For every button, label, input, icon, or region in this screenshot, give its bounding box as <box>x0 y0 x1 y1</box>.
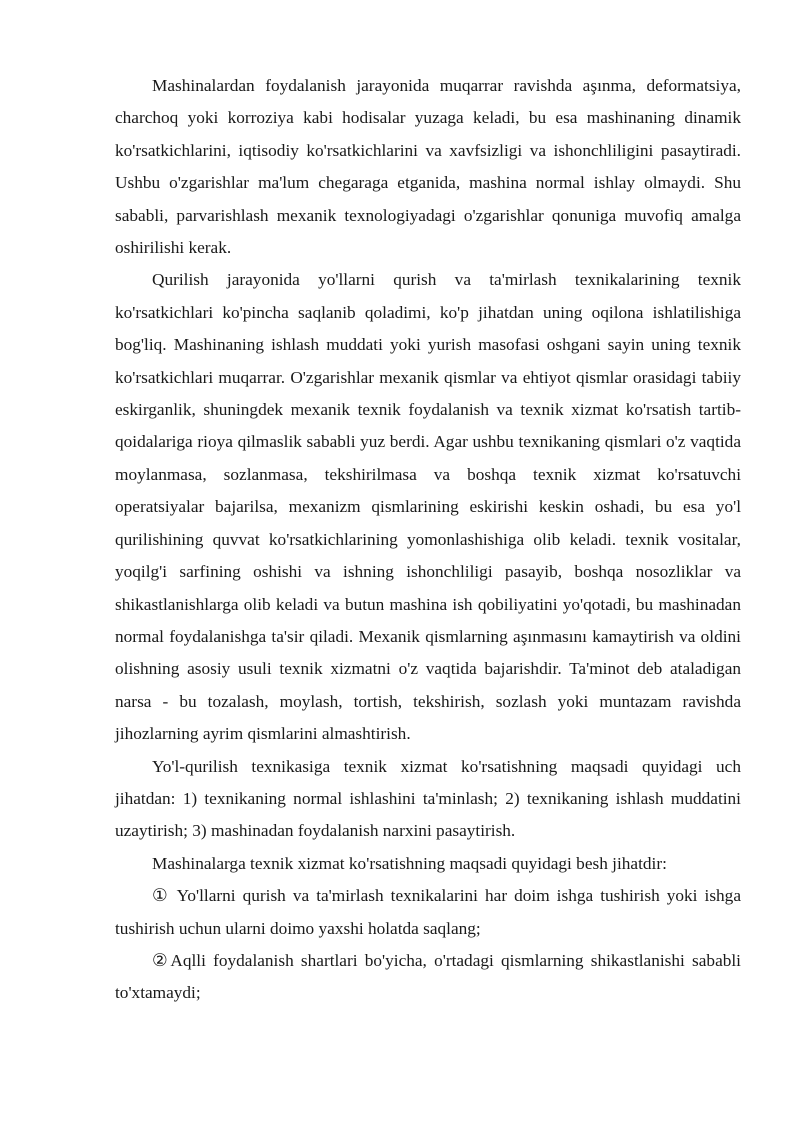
paragraph-1: Mashinalardan foydalanish jarayonida muqarrar ravishda aşınma, deformatsiya, charchoq yoki korroziya kabi hodisalar yuzaga keladi, bu esa mashinaning dinamik ko'rsatkichlarini, iqtisodiy ko'rsatkichlarini va xavfsizligi va ishonchliligini pasaytiradi. Ushbu o'zgarishlar ma'lum chegaraga etganida, mashina normal ishlay olmaydi. Shu sababli, parvarishlash mexanik texnologiyadagi o'zgarishlar qonuniga muvofiq amalga oshirilishi kerak. <box>115 76 741 258</box>
paragraph-2: Qurilish jarayonida yo'llarni qurish va ta'mirlash texnikalarining texnik ko'rsatkichlari ko'pincha saqlanib qoladimi, ko'p jihatdan uning oqilona ishlatilishiga bog'liq. Mashinaning ishlash muddati yoki yurish masofasi oshgani sayin uning texnik ko'rsatkichlari muqarrar. O'zgarishlar mexanik qismlar va ehtiyot qismlar orasidagi tabiiy eskirganlik, shuningdek mexanik texnik foydalanish va texnik xizmat ko'rsatish tartib-qoidalariga rioya qilmaslik sababli yuz berdi. Agar ushbu texnikaning qismlari o'z vaqtida moylanmasa, sozlanmasa, tekshirilmasa va boshqa texnik xizmat ko'rsatuvchi operatsiyalar bajarilsa, mexanizm qismlarining eskirishi keskin oshadi, bu esa yo'l qurilishining quvvat ko'rsatkichlarining yomonlashishiga olib keladi. texnik vositalar, yoqilg'i sarfining oshishi va ishning ishonchliligi pasayib, boshqa nosozliklar va shikastlanishlarga olib keladi va butun mashina ish qobiliyatini yo'qotadi, bu mashinadan normal foydalanishga ta'sir qiladi. Mexanik qismlarning aşınmasını kamaytirish va oldini olishning asosiy usuli texnik xizmatni o'z vaqtida bajarishdir. Ta'minot deb ataladigan narsa - bu tozalash, moylash, tortish, tekshirish, sozlash yoki muntazam ravishda jihozlarning ayrim qismlarini almashtirish. <box>115 270 741 744</box>
list-item-2: ②Aqlli foydalanish shartlari bo'yicha, o'rtadagi qismlarning shikastlanishi sababli to'xtamaydi; <box>115 950 741 1003</box>
list-item-1: ① Yo'llarni qurish va ta'mirlash texnikalarini har doim ishga tushirish yoki ishga tushirish uchun ularni doimo yaxshi holatda saqlang; <box>115 886 741 938</box>
paragraph-3: Yo'l-qurilish texnikasiga texnik xizmat ko'rsatishning maqsadi quyidagi uch jihatdan: 1) texnikaning normal ishlashini ta'minlash; 2) texnikaning ishlash muddatini uzaytirish; 3) mashinadan foydalanish narxini pasaytirish. <box>115 756 741 841</box>
document-page <box>115 70 741 1010</box>
paragraph-4: Mashinalarga texnik xizmat ko'rsatishning maqsadi quyidagi besh jihatdir: <box>152 853 667 873</box>
